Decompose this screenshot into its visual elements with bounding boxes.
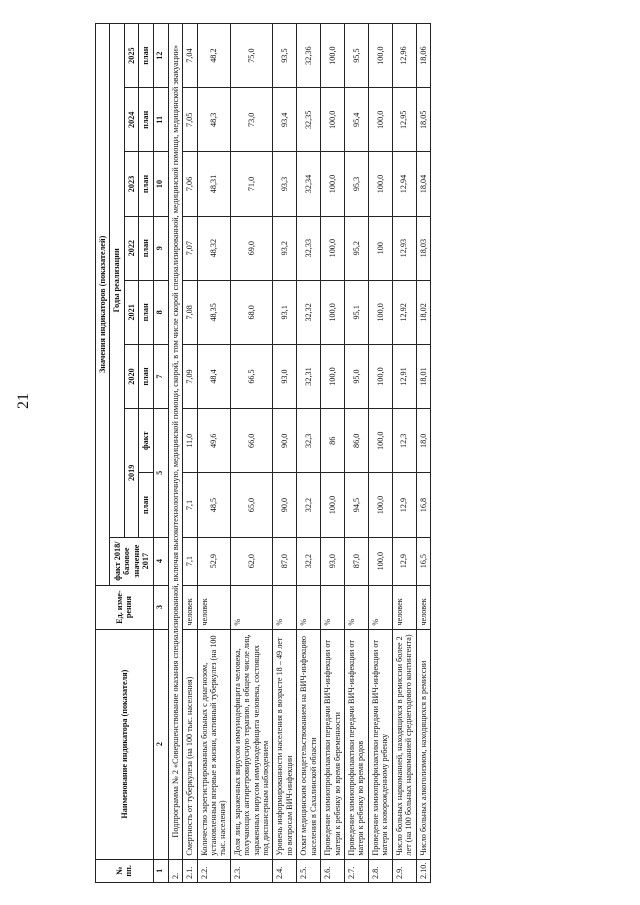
header-year-2024: 2024 [124,88,138,152]
value-2021-plan: 7,08 [183,280,197,344]
value-2019-fact: 18,0 [416,409,430,473]
header-plan-2020: план [139,344,153,408]
value-2019-fact: 12,3 [392,409,416,473]
value-base: 62,0 [230,537,273,585]
value-2020-plan: 48,4 [197,344,230,408]
value-base: 87,0 [345,537,369,585]
row-name: Количество зарегистрированных больных с диагнозом, установленным впервые в жизни, активный туберкулез (на 100 тыс. населения) [197,629,230,859]
value-base: 93,0 [321,537,345,585]
column-index: 9 [153,216,168,280]
value-2019-plan: 7,1 [183,473,197,537]
header-unit: Ед. изме-рения [96,585,154,629]
table-row [416,24,430,883]
value-2023-plan: 100,0 [321,152,345,216]
row-name: Проведение химиопрофилактики передачи ВИЧ-инфекции от матери к новорожденному ребенку [368,629,392,859]
value-2025-plan: 32,36 [297,24,321,88]
value-2023-plan: 93,3 [273,152,297,216]
value-base: 7,1 [183,537,197,585]
value-base: 52,9 [197,537,230,585]
table-row [345,24,369,883]
row-name: Уровень информированности населения в возрасте 18 – 49 лет по вопросам ВИЧ-инфекции [273,629,297,859]
subprogram-title: Подпрограмма № 2 «Совершенствование оказания специализированной, включая высокотехнологичную, медицинской помощи, скорой, в том числе скорой специализированной, медицинской помощи, медицинской эвакуации» [168,24,182,860]
row-num: 2.2. [197,859,230,882]
value-base: 12,9 [392,537,416,585]
table-row [273,24,297,883]
row-num: 2.3. [230,859,273,882]
value-2024-plan: 7,05 [183,88,197,152]
column-index-row [153,24,168,883]
column-index: 7 [153,344,168,408]
row-unit: человек [197,585,230,629]
value-2024-plan: 12,95 [392,88,416,152]
row-num: 2.5. [297,859,321,882]
row-name: Число больных наркоманией, находящихся в ремиссии более 2 лет (на 100 больных наркоманией среднегодового контингента) [392,629,416,859]
table-row [230,24,273,883]
value-2024-plan: 95,4 [345,88,369,152]
value-2020-plan: 12,91 [392,344,416,408]
value-base: 87,0 [273,537,297,585]
value-2025-plan: 75,0 [230,24,273,88]
value-2025-plan: 95,5 [345,24,369,88]
row-num: 2.6. [321,859,345,882]
value-2022-plan: 12,93 [392,216,416,280]
value-2023-plan: 95,3 [345,152,369,216]
value-2021-plan: 32,32 [297,280,321,344]
indicator-table-container [95,23,640,883]
value-base: 32,2 [297,537,321,585]
row-unit: человек [392,585,416,629]
value-2021-plan: 48,35 [197,280,230,344]
value-2023-plan: 12,94 [392,152,416,216]
value-2024-plan: 48,3 [197,88,230,152]
value-2024-plan: 32,35 [297,88,321,152]
value-2021-plan: 68,0 [230,280,273,344]
value-2020-plan: 18,01 [416,344,430,408]
value-2022-plan: 69,0 [230,216,273,280]
header-year-2019: 2019 [124,409,138,538]
value-2022-plan: 100,0 [321,216,345,280]
row-num: 2.4. [273,859,297,882]
value-2023-plan: 32,34 [297,152,321,216]
column-index: 1 [153,859,168,882]
header-year-2023: 2023 [124,152,138,216]
row-name: Доля лиц, зараженных вирусом иммунодефицита человека, получающих антиретровирусную терапию, в общем числе лиц, зараженных вирусом иммунодефицита человека, состоящих под диспансерным наблюдением [230,629,273,859]
row-name: Проведение химиопрофилактики передачи ВИЧ-инфекции от матери к ребенку во время родов [345,629,369,859]
header-plan-2021: план [139,280,153,344]
table-row [321,24,345,883]
value-2022-plan: 95,2 [345,216,369,280]
column-index: 8 [153,280,168,344]
indicator-table [95,23,431,883]
value-2022-plan: 7,07 [183,216,197,280]
value-2024-plan: 100,0 [368,88,392,152]
header-row-1 [96,24,110,883]
value-2022-plan: 100 [368,216,392,280]
value-2019-fact: 66,0 [230,409,273,473]
value-2025-plan: 48,2 [197,24,230,88]
header-fact-2019: факт [139,409,153,473]
value-2025-plan: 93,5 [273,24,297,88]
table-row [368,24,392,883]
value-2019-fact: 90,0 [273,409,297,473]
header-year-2022: 2022 [124,216,138,280]
value-2019-plan: 100,0 [368,473,392,537]
row-unit: % [273,585,297,629]
value-2020-plan: 100,0 [368,344,392,408]
value-2020-plan: 93,0 [273,344,297,408]
value-2023-plan: 7,06 [183,152,197,216]
value-2021-plan: 95,1 [345,280,369,344]
header-plan-2022: план [139,216,153,280]
value-2019-fact: 11,0 [183,409,197,473]
row-num: 2.7. [345,859,369,882]
subprogram-row [168,24,182,883]
value-2019-plan: 16,8 [416,473,430,537]
header-name: Наименование индикатора (показателя) [96,629,154,859]
row-unit: % [230,585,273,629]
value-2025-plan: 100,0 [368,24,392,88]
value-2023-plan: 71,0 [230,152,273,216]
row-name: Проведение химиопрофилактики передачи ВИЧ-инфекции от матери к ребенку во время беременности [321,629,345,859]
value-2023-plan: 100,0 [368,152,392,216]
row-name: Смертность от туберкулеза (на 100 тыс. населения) [183,629,197,859]
value-2025-plan: 18,06 [416,24,430,88]
column-index: 10 [153,152,168,216]
value-2021-plan: 100,0 [368,280,392,344]
column-index: 11 [153,88,168,152]
value-2024-plan: 100,0 [321,88,345,152]
value-2023-plan: 18,04 [416,152,430,216]
value-2019-plan: 65,0 [230,473,273,537]
value-2019-plan: 48,5 [197,473,230,537]
row-unit: человек [183,585,197,629]
value-2020-plan: 32,31 [297,344,321,408]
value-2019-plan: 90,0 [273,473,297,537]
row-num: 2.9. [392,859,416,882]
value-2020-plan: 100,0 [321,344,345,408]
value-2019-fact: 32,3 [297,409,321,473]
value-2021-plan: 100,0 [321,280,345,344]
row-num: 2.8. [368,859,392,882]
value-2024-plan: 18,05 [416,88,430,152]
value-2024-plan: 93,4 [273,88,297,152]
value-2022-plan: 32,33 [297,216,321,280]
value-2022-plan: 18,03 [416,216,430,280]
column-index: 2 [153,629,168,859]
value-2020-plan: 66,5 [230,344,273,408]
header-plan-2025: план [139,24,153,88]
header-year-2025: 2025 [124,24,138,88]
value-2019-plan: 100,0 [321,473,345,537]
row-num: 2.10. [416,859,430,882]
header-plan-2019: план [139,473,153,537]
row-unit: % [368,585,392,629]
header-year-2020: 2020 [124,344,138,408]
header-num: № пп. [96,859,154,882]
header-year-2021: 2021 [124,280,138,344]
table-row [197,24,230,883]
subprogram-num: 2. [168,859,182,882]
value-2019-fact: 49,6 [197,409,230,473]
page-number: 21 [15,393,32,409]
value-2025-plan: 12,96 [392,24,416,88]
header-values-group: Значения индикаторов (показателей) [96,24,110,586]
column-index: 4 [153,537,168,585]
column-index: 12 [153,24,168,88]
value-2025-plan: 7,04 [183,24,197,88]
column-index: 5 [153,409,168,538]
row-unit: человек [416,585,430,629]
value-2021-plan: 12,92 [392,280,416,344]
value-2019-fact: 86 [321,409,345,473]
value-2019-plan: 32,2 [297,473,321,537]
value-base: 16,5 [416,537,430,585]
row-name: Охват медицинским освидетельствованием на ВИЧ-инфекцию населения в Сахалинской области [297,629,321,859]
row-name: Число больных алкоголизмом, находящихся в ремиссии [416,629,430,859]
value-2023-plan: 48,31 [197,152,230,216]
value-2025-plan: 100,0 [321,24,345,88]
header-base: факт 2018/ базовое значение 2017 [110,537,153,585]
header-plan-2023: план [139,152,153,216]
header-years-group: Годы реализации [110,24,124,538]
value-2020-plan: 7,09 [183,344,197,408]
column-index: 3 [153,585,168,629]
value-2022-plan: 48,32 [197,216,230,280]
row-unit: % [321,585,345,629]
value-2019-plan: 12,9 [392,473,416,537]
row-num: 2.1. [183,859,197,882]
value-2021-plan: 18,02 [416,280,430,344]
row-unit: % [345,585,369,629]
value-2020-plan: 95,0 [345,344,369,408]
table-row [392,24,416,883]
value-2019-fact: 100,0 [368,409,392,473]
value-2019-plan: 94,5 [345,473,369,537]
header-plan-2024: план [139,88,153,152]
table-row [297,24,321,883]
row-unit: % [297,585,321,629]
value-base: 100,0 [368,537,392,585]
value-2019-fact: 86,0 [345,409,369,473]
table-row [183,24,197,883]
value-2021-plan: 93,1 [273,280,297,344]
value-2022-plan: 93,2 [273,216,297,280]
value-2024-plan: 73,0 [230,88,273,152]
